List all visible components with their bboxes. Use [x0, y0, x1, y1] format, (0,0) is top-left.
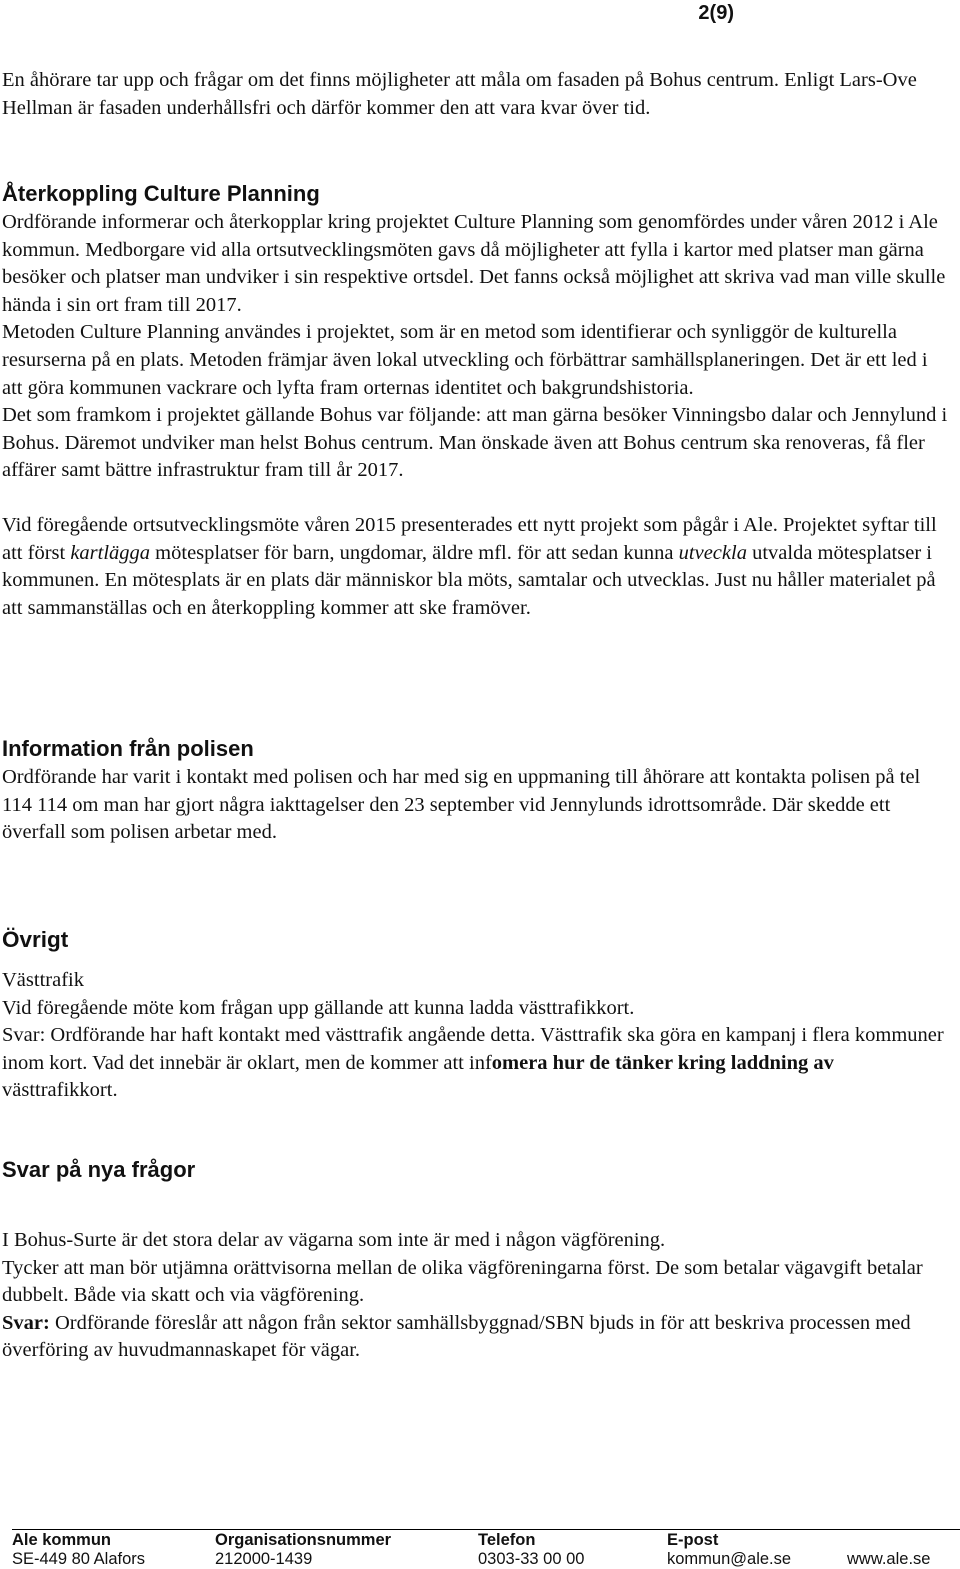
footer-org-number: Organisationsnummer 212000-1439 [215, 1531, 392, 1568]
police-section [2, 764, 952, 847]
questions-paragraph-2: Tycker att man bör utjämna orättvisorna mellan de olika vägföreningarna först. De som betalar vägavgift betalar dubbelt. Både via skatt och via vägförening. [2, 1256, 923, 1307]
intro-section [2, 67, 952, 122]
footer-organization: Ale kommun SE-449 80 Alafors [12, 1531, 145, 1568]
questions-section [2, 1227, 952, 1365]
vasttrafik-subheading: Västtrafik [2, 969, 84, 991]
footer-email: E-post kommun@ale.se [667, 1531, 792, 1568]
questions-heading: Svar på nya frågor [2, 1157, 196, 1182]
culture-planning-heading: Återkoppling Culture Planning [2, 181, 320, 206]
email-link[interactable]: kommun@ale.se [667, 1550, 792, 1568]
emphasis-utveckla: utveckla [678, 541, 747, 564]
police-paragraph: Ordförande har varit i kontakt med polisen och har med sig en uppmaning till åhörare att kontakta polisen på tel 114 114 om man har gjort några iakttagelser den 23 september vid Jennylunds idrottsområde. Där skedde ett överfall som polisen arbetar med. [2, 766, 921, 844]
culture-paragraph-1: Ordförande informerar och återkopplar kring projektet Culture Planning som genomfördes under våren 2012 i Ale kommun. Medborgare vid alla ortsutvecklingsmöten gavs då möjligheter att fylla i kartor med platser man gärna besöker och platser man undviker i sin respektive ortsdel. Det fanns också möjlighet att skriva vad man ville skulle hända i sin ort fram till 2017. [2, 211, 946, 316]
questions-paragraph-1: I Bohus-Surte är det stora delar av vägarna som inte är med i någon vägförening. [2, 1229, 666, 1251]
culture-planning-section [2, 209, 952, 622]
police-heading: Information från polisen [2, 736, 254, 761]
culture-paragraph-4: Vid föregående ortsutvecklingsmöte våren 2015 presenterades ett nytt projekt som pågår i Ale. Projektet syftar till att först kartlägga mötesplatser för barn, ungdomar, äldre mfl. för att sedan kunna utveckla utvalda mötesplatser i kommunen. En mötesplats är en plats där människor bla möts, samtalar och utvecklas. Just nu håller materialet på att sammanställas och en återkoppling kommer att ske framöver. [2, 513, 937, 619]
website-link[interactable]: www.ale.se [847, 1550, 931, 1568]
page-number: 2(9) [698, 2, 734, 24]
other-paragraph-2: Svar: Ordförande har haft kontakt med västtrafik angående detta. Västtrafik ska göra en kampanj i flera kommuner inom kort. Vad det innebär är oklart, men de kommer att infomera hur de tänker kring laddning av västtrafikkort. [2, 1024, 944, 1102]
page-footer [12, 1529, 960, 1569]
culture-paragraph-3: Det som framkom i projektet gällande Bohus var följande: att man gärna besöker Vinningsbo dalar och Jennylund i Bohus. Däremot undviker man helst Bohus centrum. Man önskade även att Bohus centrum ska renoveras, få fler affärer samt bättre infrastruktur fram till år 2017. [2, 404, 948, 482]
bold-fragment: omera hur de tänker kring laddning av [491, 1051, 834, 1074]
footer-divider [12, 1529, 960, 1530]
questions-paragraph-3: Svar: Ordförande föreslår att någon från sektor samhällsbyggnad/SBN bjuds in för att beskriva processen med överföring av huvudmannaskapet för vägar. [2, 1311, 911, 1362]
culture-paragraph-2: Metoden Culture Planning användes i projektet, som är en metod som identifierar och synliggör de kulturella resurserna på en plats. Metoden främjar även lokal utveckling och förbättrar samhällsplaneringen. Det är ett led i att göra kommunen vackrare och lyfta fram orternas identitet och bakgrundshistoria. [2, 321, 928, 399]
answer-label: Svar: [2, 1311, 50, 1334]
footer-phone: Telefon 0303-33 00 00 [478, 1531, 585, 1568]
intro-paragraph: En åhörare tar upp och frågar om det finns möjligheter att måla om fasaden på Bohus centrum. Enligt Lars-Ove Hellman är fasaden underhållsfri och därför kommer den att vara kvar över tid. [2, 69, 917, 119]
emphasis-kartlagga: kartlägga [70, 541, 151, 564]
other-heading: Övrigt [2, 927, 69, 952]
other-section [2, 967, 952, 1105]
footer-website [847, 1531, 930, 1569]
other-paragraph-1: Vid föregående möte kom frågan upp gällande att kunna ladda västtrafikkort. [2, 996, 635, 1019]
